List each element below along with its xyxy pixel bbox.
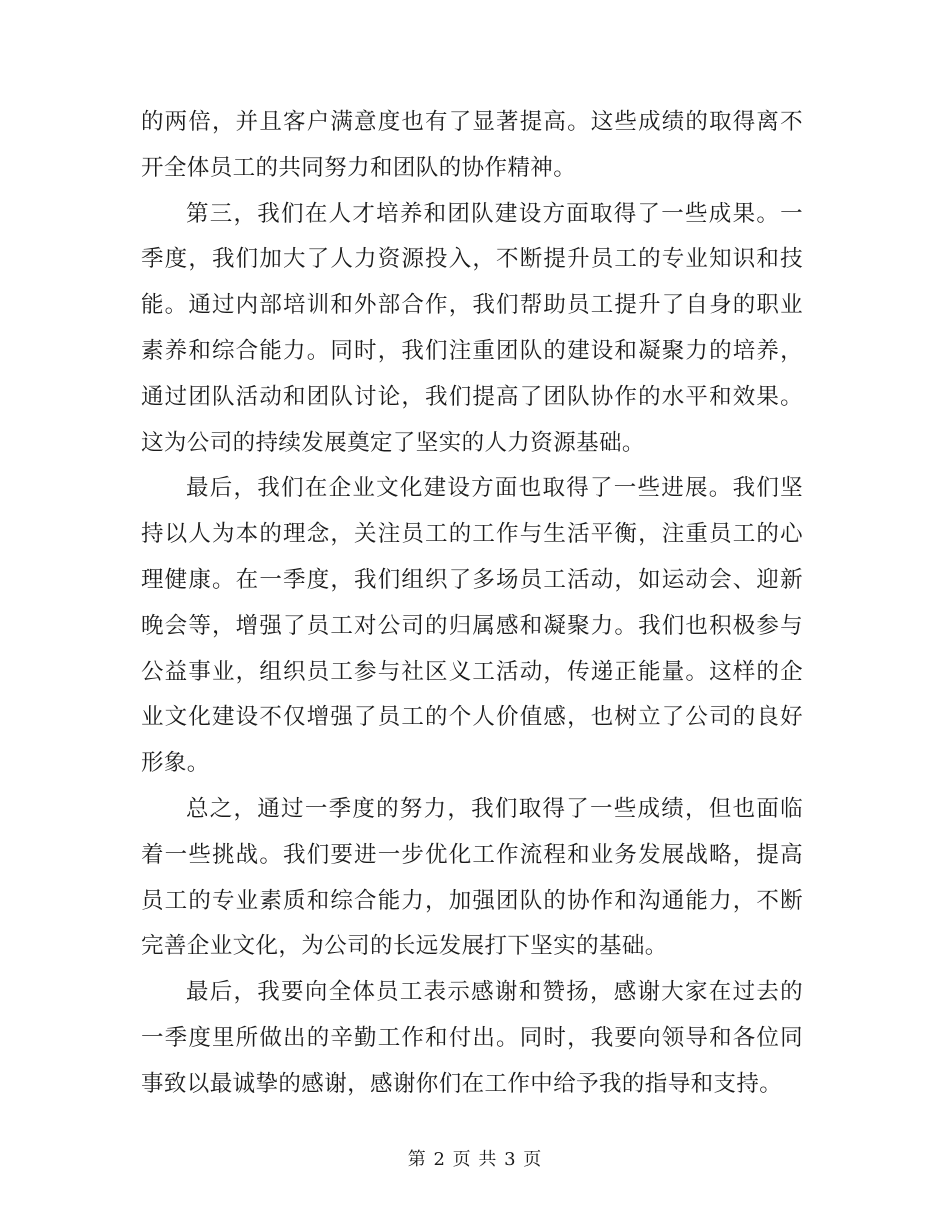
paragraph-talent-training: 第三，我们在人才培养和团队建设方面取得了一些成果。一季度，我们加大了人力资源投入，不断提升员工的专业知识和技能。通过内部培训和外部合作，我们帮助员工提升了自身的职业素养和综合能力。同时，我们注重团队的建设和凝聚力的培养，通过团队活动和团队讨论，我们提高了团队协作的水平和效果。这为公司的持续发展奠定了坚实的人力资源基础。 [141, 200, 803, 456]
document-body [141, 100, 803, 1108]
paragraph-corporate-culture: 最后，我们在企业文化建设方面也取得了一些进展。我们坚持以人为本的理念，关注员工的工作与生活平衡，注重员工的心理健康。在一季度，我们组织了多场员工活动，如运动会、迎新晚会等，增强了员工对公司的归属感和凝聚力。我们也积极参与公益事业，组织员工参与社区义工活动，传递正能量。这样的企业文化建设不仅增强了员工的个人价值感，也树立了公司的良好形象。 [141, 475, 803, 777]
paragraph-thanks: 最后，我要向全体员工表示感谢和赞扬，感谢大家在过去的一季度里所做出的辛勤工作和付出。同时，我要向领导和各位同事致以最诚挚的感谢，感谢你们在工作中给予我的指导和支持。 [141, 979, 803, 1097]
paragraph-continuation: 的两倍，并且客户满意度也有了显著提高。这些成绩的取得离不开全体员工的共同努力和团队的协作精神。 [141, 109, 803, 181]
page-number-footer: 第 2 页 共 3 页 [407, 1149, 543, 1170]
paragraph-summary: 总之，通过一季度的努力，我们取得了一些成绩，但也面临着一些挑战。我们要进一步优化工作流程和业务发展战略，提高员工的专业素质和综合能力，加强团队的协作和沟通能力，不断完善企业文化，为公司的长远发展打下坚实的基础。 [141, 795, 803, 960]
